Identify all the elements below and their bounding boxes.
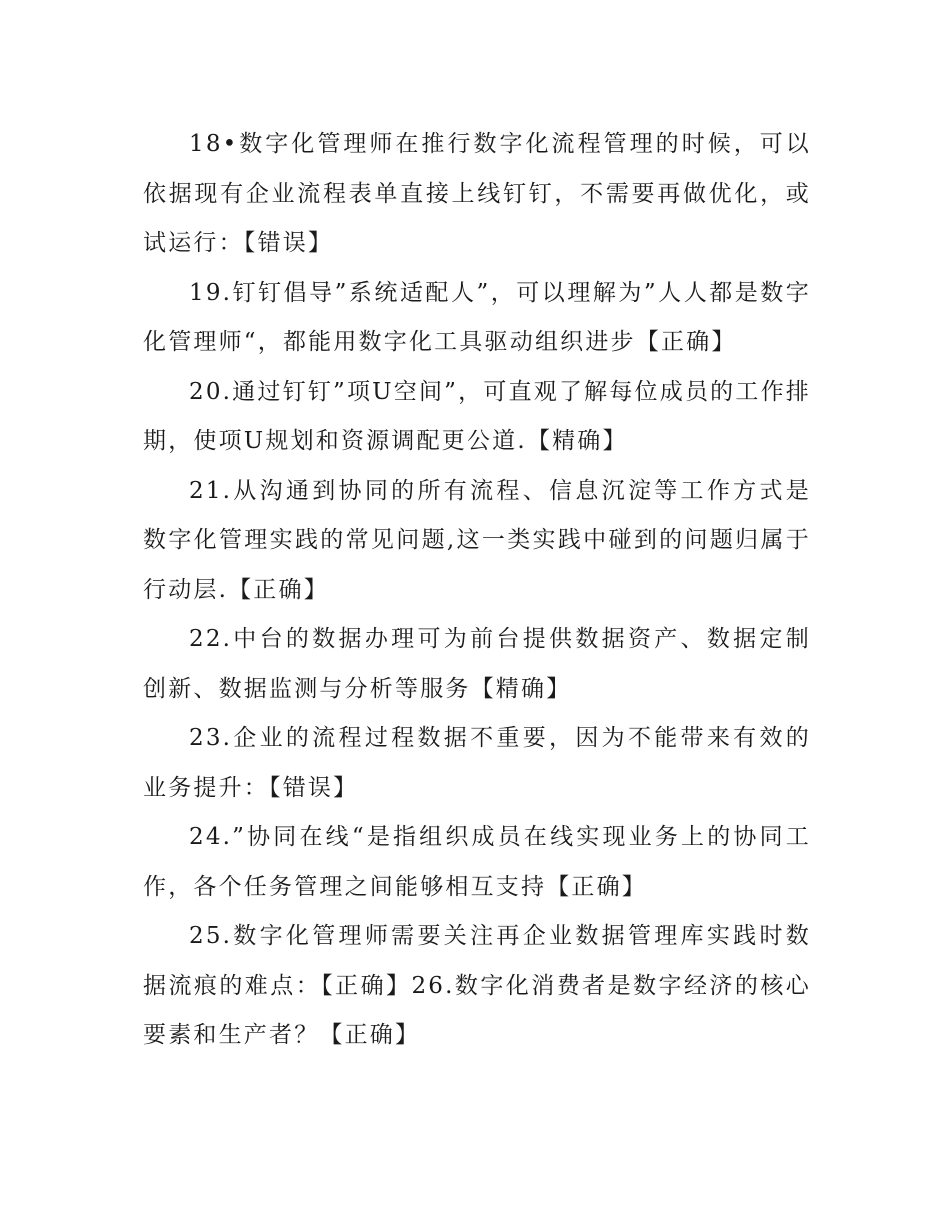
document-body: [143, 120, 811, 1061]
question-20: 20.通过钉钉”项U空间”，可直观了解每位成员的工作排期，使项U规划和资源调配更公道.【精确】: [143, 378, 811, 454]
question-22: 22.中台的数据办理可为前台提供数据资产、数据定制创新、数据监测与分析等服务【精确】: [143, 626, 811, 702]
question-24: 24.”协同在线“是指组织成员在线实现业务上的协同工作，各个任务管理之间能够相互支持【正确】: [143, 824, 811, 900]
question-21: 21.从沟通到协同的所有流程、信息沉淀等工作方式是数字化管理实践的常见问题,这一类实践中碰到的问题归属于行动层.【正确】: [143, 477, 811, 603]
question-23: 23.企业的流程过程数据不重要，因为不能带来有效的业务提升：【错误】: [143, 725, 811, 801]
question-19: 19.钉钉倡导”系统适配人”，可以理解为”人人都是数字化管理师“，都能用数字化工具驱动组织进步【正确】: [143, 279, 811, 355]
question-25-26: 25.数字化管理师需要关注再企业数据管理库实践时数据流痕的难点：【正确】26.数字化消费者是数字经济的核心要素和生产者？【正确】: [143, 923, 811, 1048]
question-18: 18•数字化管理师在推行数字化流程管理的时候，可以依据现有企业流程表单直接上线钉钉，不需要再做优化，或试运行：【错误】: [143, 131, 811, 256]
